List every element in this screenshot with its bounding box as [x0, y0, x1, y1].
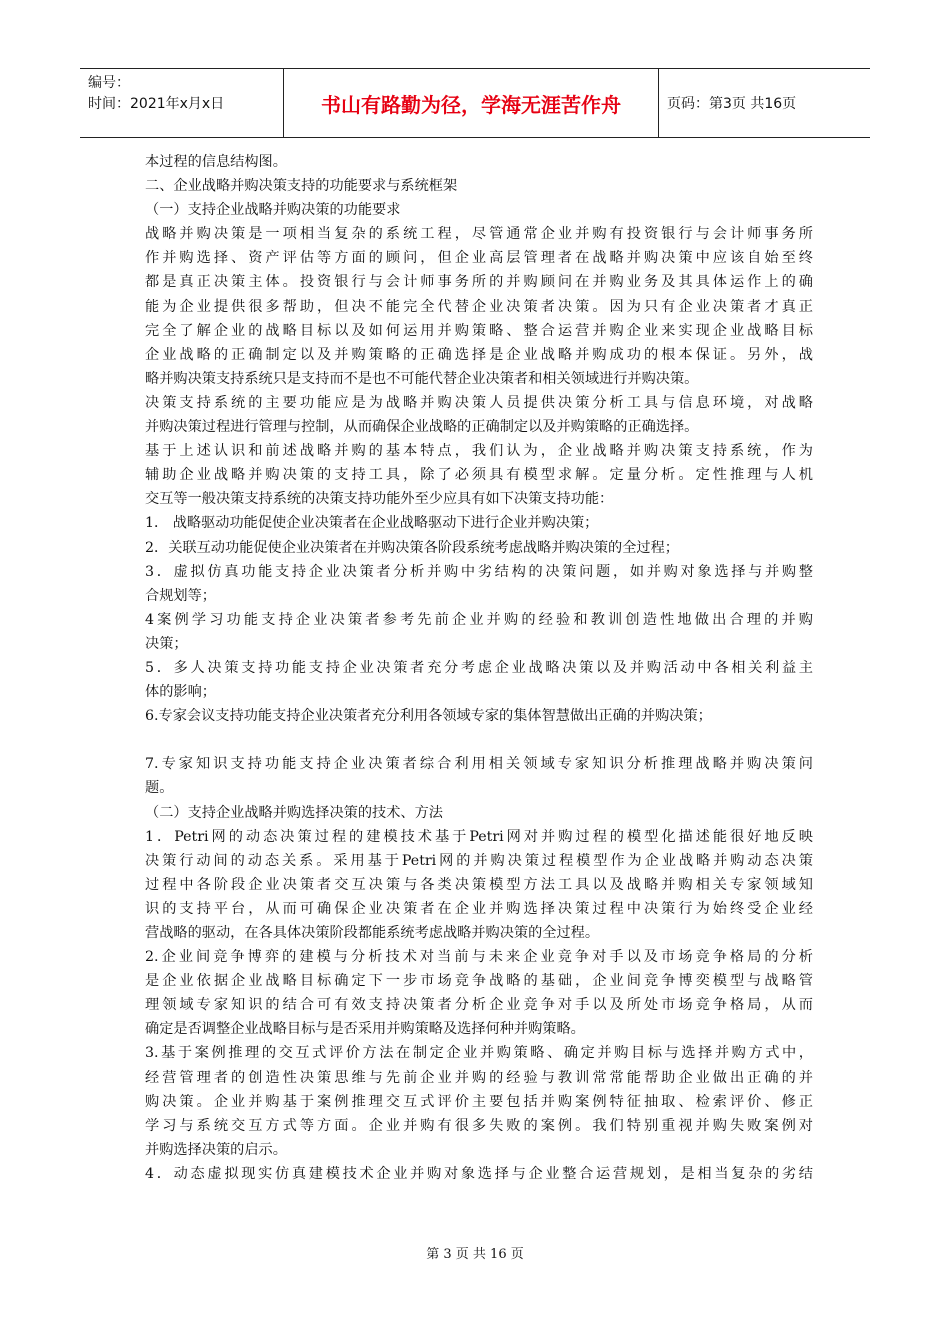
body-text-line: 体的影响； [145, 684, 216, 701]
body-text-line: 过程中各阶段企业决策者交互决策与各类决策模型方法工具以及战略并购相关专家领域知 [145, 876, 813, 893]
body-text-line: 经营管理者的创造性决策思维与先前企业并购的经验与教训常常能帮助企业做出正确的并 [145, 1069, 813, 1086]
header-page-cell [659, 69, 870, 137]
body-text-line: 2.企业间竞争博弈的建模与分析技术对当前与未来企业竞争对手以及市场竞争格局的分析 [145, 949, 813, 966]
body-text-line: 决策； [145, 635, 188, 652]
body-text-line: 购决策。企业并购基于案例推理交互式评价主要包括并购案例特征抽取、检索评价、修正 [145, 1093, 813, 1110]
body-text-line: 战略并购决策是一项相当复杂的系统工程，尽管通常企业并购有投资银行与会计师事务所 [145, 226, 813, 243]
body-text-line: 能为企业提供很多帮助，但决不能完全代替企业决策者决策。因为只有企业决策者才真正 [145, 298, 813, 315]
document-number-label: 编号： [88, 75, 130, 91]
body-text-line: 作并购选择、资产评估等方面的顾问，但企业高层管理者在战略并购决策中应该自始至终 [145, 250, 813, 267]
body-text-line: 理领域专家知识的结合可有效支持决策者分析企业竞争对手以及所处市场竞争格局，从而 [145, 997, 813, 1014]
document-date-label: 时间：2021年x月x日 [88, 96, 225, 112]
body-text-line: 并购决策过程进行管理与控制，从而确保企业战略的正确制定以及并购策略的正确选择。 [145, 419, 699, 436]
footer-page-number: 第 3 页 共 16 页 [426, 1247, 524, 1262]
body-text-line: 确定是否调整企业战略目标与是否采用并购策略及选择何种并购策略。 [145, 1021, 585, 1038]
page-header [80, 68, 870, 138]
body-text-line: 营战略的驱动，在各具体决策阶段都能系统考虑战略并购决策的全过程。 [145, 925, 600, 941]
body-text-line: 7.专家知识支持功能支持企业决策者综合利用相关领域专家知识分析推理战略并购决策问 [145, 756, 813, 773]
body-text-line: 辅助企业战略并购决策的支持工具，除了必须具有模型求解。定量分析。定性推理与人机 [145, 467, 813, 484]
body-text-line: 基于上述认识和前述战略并购的基本特点，我们认为，企业战略并购决策支持系统，作为 [145, 443, 813, 460]
body-text-line: 题。 [145, 780, 174, 797]
body-text-line: 3．虚拟仿真功能支持企业决策者分析并购中劣结构的决策问题，如并购对象选择与并购整 [145, 563, 813, 580]
body-text-line: 1． 战略驱动功能促使企业决策者在企业战略驱动下进行企业并购决策； [145, 515, 599, 532]
body-text-line: 5．多人决策支持功能支持企业决策者充分考虑企业战略决策以及并购活动中各相关利益主 [145, 659, 813, 676]
body-text-line: 合规划等； [145, 587, 216, 604]
body-text-line: 决策支持系统的主要功能应是为战略并购决策人员提供决策分析工具与信息环境，对战略 [145, 394, 813, 411]
document-body [145, 150, 813, 1186]
body-text-line: 都是真正决策主体。投资银行与会计师事务所的并购顾问在并购业务及其具体运作上的确 [145, 274, 813, 291]
body-text-line: 2．关联互动功能促使企业决策者在并购决策各阶段系统考虑战略并购决策的全过程； [145, 539, 679, 556]
body-text-line: 是企业依据企业战略目标确定下一步市场竞争战略的基础，企业间竞争博奕模型与战略管 [145, 973, 813, 990]
body-text-line: 1．Petri网的动态决策过程的建模技术基于Petri网对并购过程的模型化描述能很好地反映 [145, 828, 813, 845]
body-text-line: 学习与系统交互方式等方面。企业并购有很多失败的案例。我们特别重视并购失败案例对 [145, 1117, 813, 1134]
body-text-line: 3.基于案例推理的交互式评价方法在制定企业并购策略、确定并购目标与选择并购方式中， [145, 1045, 813, 1062]
blank-line [145, 728, 813, 752]
page-footer [0, 1243, 950, 1262]
header-meta-cell [80, 69, 284, 137]
body-text-line: 交互等一般决策支持系统的决策支持功能外至少应具有如下决策支持功能： [145, 491, 614, 508]
body-text-line: 决策行动间的动态关系。采用基于Petri网的并购决策过程模型作为企业战略并购动态决策 [145, 852, 813, 869]
body-text-line: 4．动态虚拟现实仿真建模技术企业并购对象选择与企业整合运营规划，是相当复杂的劣结 [145, 1165, 813, 1182]
header-page-info: 页码：第3页 共16页 [667, 96, 797, 112]
header-motto: 书山有路勤为径，学海无涯苦作舟 [321, 92, 621, 117]
body-text-line: 识的支持平台，从而可确保企业决策者在企业并购选择决策过程中决策行为始终受企业经 [145, 900, 813, 917]
body-text-line: （一）支持企业战略并购决策的功能要求 [145, 202, 401, 219]
header-motto-cell [284, 69, 659, 137]
body-text-line: 企业战略的正确制定以及并购策略的正确选择是企业战略并购成功的根本保证。另外，战 [145, 346, 813, 363]
body-text-line: 略并购决策支持系统只是支持而不是也不可能代替企业决策者和相关领域进行并购决策。 [145, 370, 699, 387]
body-text-line: 完全了解企业的战略目标以及如何运用并购策略、整合运营并购企业来实现企业战略目标 [145, 322, 813, 339]
body-text-line: 4案例学习功能支持企业决策者参考先前企业并购的经验和教训创造性地做出合理的并购 [145, 611, 813, 628]
body-text-line: （二）支持企业战略并购选择决策的技术、方法 [145, 804, 443, 821]
body-text-line: 6.专家会议支持功能支持企业决策者充分利用各领域专家的集体智慧做出正确的并购决策； [145, 708, 712, 725]
body-text-line: 二、企业战略并购决策支持的功能要求与系统框架 [145, 178, 458, 195]
body-text-line: 并购选择决策的启示。 [145, 1141, 287, 1158]
body-text-line: 本过程的信息结构图。 [145, 154, 287, 170]
